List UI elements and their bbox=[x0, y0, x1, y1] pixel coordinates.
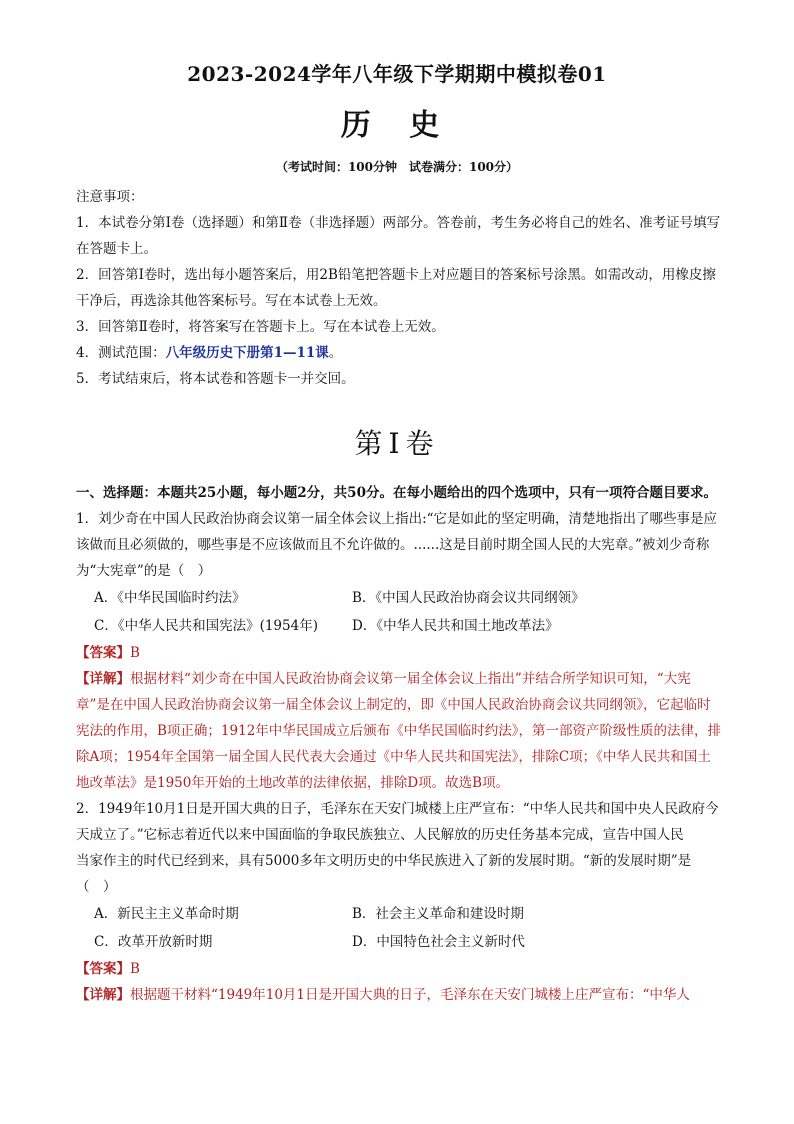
test-scope-value: 八年级历史下册第1—11课 bbox=[165, 345, 329, 361]
notice-item-3: 3．回答第Ⅱ卷时，将答案写在答题卡上。写在本试卷上无效。 bbox=[76, 319, 445, 335]
question-2-option-a: A．新民主主义革命时期 bbox=[94, 906, 239, 922]
question-1-stem: 1．刘少奇在中国人民政治协商会议第一届全体会议上指出:“它是如此的坚定明确，清楚地指出了哪些事是应该做而且必须做的，哪些事是不应该做而且不允许做的。......这是目前时期全国人民的大宪章。”被刘少奇称为“大宪章”的是（ ） bbox=[76, 511, 718, 579]
detail-text: 根据材料“刘少奇在中国人民政治协商会议第一届全体会议上指出”并结合所学知识可知，“大宪章”是在中国人民政治协商会议第一届全体会议上制定的，即《中国人民政治协商会议共同纲领》，它起临时宪法的作用，B项正确；1912年中华民国成立后颁布《中华民国临时约法》，第一部资产阶级性质的法律，排除A项；1954年全国第一届全国人民代表大会通过《中华人民共和国宪法》，排除C项；《中华人民共和国土地改革法》是1950年开始的土地改革的法律依据，排除D项。故选B项。 bbox=[76, 671, 722, 791]
question-2-answer bbox=[76, 956, 724, 982]
question-2-detail bbox=[76, 982, 724, 1008]
answer-value: B bbox=[130, 645, 140, 661]
question-2-option-c: C．改革开放新时期 bbox=[94, 934, 213, 950]
question-1-option-d: D．《中华人民共和国土地改革法》 bbox=[352, 618, 559, 634]
answer-label: 【答案】 bbox=[76, 645, 130, 661]
notice-item-5: 5．考试结束后，将本试卷和答题卡一并交回。 bbox=[76, 371, 355, 387]
question-1-option-a: A．《中华民国临时约法》 bbox=[94, 590, 246, 606]
question-2-stem-part-1: 2．1949年10月1日是开国大典的日子，毛泽东在天安门城楼上庄严宣布：“中华人民共和国中央人民政府今天成立了。”它标志着近代以来中国面临的争取民族独立、人民解放的历史任务基本完成，宣告中国人民 bbox=[76, 801, 719, 843]
notice-heading: 注意事项： bbox=[76, 189, 144, 205]
exam-title: 2023-2024学年八年级下学期期中模拟卷01 bbox=[187, 62, 607, 86]
notice-block bbox=[76, 184, 726, 392]
notice-item-4 bbox=[76, 340, 726, 366]
question-1-options bbox=[76, 584, 724, 640]
question-1-answer bbox=[76, 640, 724, 666]
question-1-detail bbox=[76, 666, 724, 796]
section-heading: 一、选择题：本题共25小题，每小题2分，共50分。在每小题给出的四个选项中，只有一项符合题目要求。 bbox=[76, 485, 717, 501]
notice-item-4-prefix: 4．测试范围： bbox=[76, 345, 166, 361]
question-1-option-b: B．《中国人民政治协商会议共同纲领》 bbox=[352, 590, 585, 606]
question-content bbox=[76, 480, 724, 1008]
question-2-option-d: D．中国特色社会主义新时代 bbox=[352, 934, 525, 950]
answer-value: B bbox=[130, 961, 140, 977]
detail-text: 根据题干材料“1949年10月1日是开国大典的日子，毛泽东在天安门城楼上庄严宣布：“中华人 bbox=[130, 987, 690, 1003]
subject-title: 历 史 bbox=[340, 108, 454, 143]
notice-item-4-suffix: 。 bbox=[328, 345, 343, 361]
part-title: 第Ⅰ卷 bbox=[354, 427, 440, 460]
detail-label: 【详解】 bbox=[76, 987, 130, 1003]
question-2-option-b: B．社会主义革命和建设时期 bbox=[352, 906, 524, 922]
notice-item-2: 2．回答第Ⅰ卷时，选出每小题答案后，用2B铅笔把答题卡上对应题目的答案标号涂黑。如需改动，用橡皮擦干净后，再选涂其他答案标号。写在本试卷上无效。 bbox=[76, 267, 716, 309]
detail-label: 【详解】 bbox=[76, 671, 130, 687]
notice-item-1: 1．本试卷分第Ⅰ卷（选择题）和第Ⅱ卷（非选择题）两部分。答卷前，考生务必将自己的姓名、准考证号填写在答题卡上。 bbox=[76, 215, 721, 257]
question-2-stem-part-2: 当家作主的时代已经到来，具有5000多年文明历史的中华民族进入了新的发展时期。“新的发展时期”是（ ） bbox=[76, 853, 692, 895]
exam-info: （考试时间：100分钟 试卷满分：100分） bbox=[275, 160, 519, 174]
question-1-option-c: C．《中华人民共和国宪法》(1954年) bbox=[94, 618, 318, 634]
question-2-options bbox=[76, 900, 724, 956]
answer-label: 【答案】 bbox=[76, 961, 130, 977]
